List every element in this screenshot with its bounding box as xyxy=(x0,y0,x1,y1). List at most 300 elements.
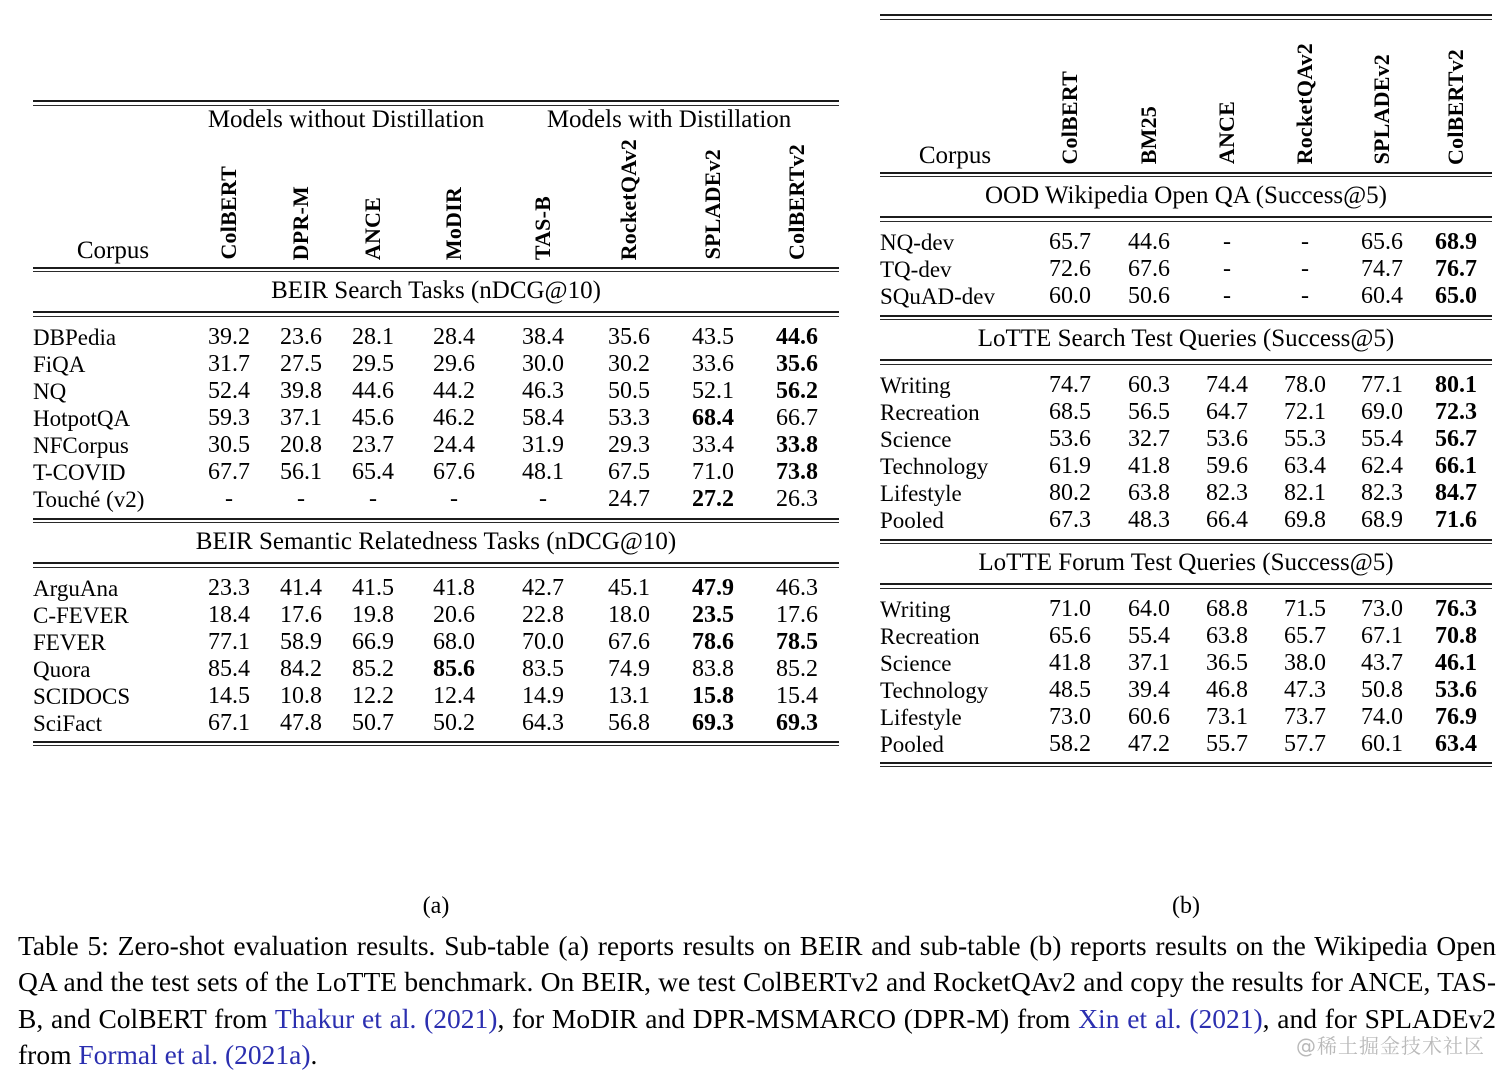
row-label: Science xyxy=(880,426,952,452)
table-row xyxy=(880,256,1492,283)
table-cell: 37.1 xyxy=(280,404,322,431)
table-cell: 80.2 xyxy=(1049,479,1091,506)
table-a-col-label: TAS-B xyxy=(530,195,556,260)
table-row xyxy=(33,602,839,629)
table-cell: 15.8 xyxy=(692,682,734,709)
table-cell: 56.1 xyxy=(280,458,322,485)
table-cell: - xyxy=(539,485,547,512)
table-cell: 53.3 xyxy=(608,404,650,431)
table-caption xyxy=(18,928,1496,1073)
table-row xyxy=(33,324,839,351)
table-a-col-ance xyxy=(337,139,409,265)
table-a-col-modir xyxy=(409,139,499,265)
table-b-col-label: BM25 xyxy=(1136,106,1161,165)
table-row xyxy=(33,459,839,486)
table-cell: 27.2 xyxy=(692,485,734,512)
table-cell: 44.6 xyxy=(352,377,394,404)
caption-text: Table 5: Zero-shot evaluation results. Sub-table (a) reports results on BEIR and sub-table (b) reports results on the Wikipedia Open QA and the test sets of the LoTTE benchmark. On BEIR, we test ColBERTv2 and RocketQAv2 and copy the results for ANCE, TAS-B, and ColBERT from xyxy=(18,930,1496,1034)
table-b-body xyxy=(880,177,1492,767)
table-cell: 23.3 xyxy=(208,574,250,601)
table-cell: 20.8 xyxy=(280,431,322,458)
table-cell: 42.7 xyxy=(522,574,564,601)
table-cell: 83.8 xyxy=(692,655,734,682)
table-a-corpus-header: Corpus xyxy=(76,236,150,264)
row-label: SQuAD-dev xyxy=(880,283,995,309)
table-cell: 29.5 xyxy=(352,350,394,377)
table-cell: 41.8 xyxy=(1049,649,1091,676)
table-cell: 80.1 xyxy=(1435,371,1477,398)
table-cell: 55.3 xyxy=(1284,425,1326,452)
spacer-row xyxy=(880,365,1492,372)
table-cell: 15.4 xyxy=(776,682,818,709)
table-cell: 56.7 xyxy=(1435,425,1477,452)
table-cell: 63.8 xyxy=(1206,622,1248,649)
section-rule xyxy=(880,359,1492,361)
table-cell: 74.0 xyxy=(1361,703,1403,730)
table-cell: 69.3 xyxy=(776,709,818,736)
table-row xyxy=(880,426,1492,453)
table-cell: 30.5 xyxy=(208,431,250,458)
table-row xyxy=(880,623,1492,650)
section-rule xyxy=(880,583,1492,585)
table-cell: - xyxy=(369,485,377,512)
table-a-col-tas-b xyxy=(499,139,587,265)
table-cell: 53.6 xyxy=(1435,676,1477,703)
table-cell: - xyxy=(1301,282,1309,309)
table-cell: 72.6 xyxy=(1049,255,1091,282)
table-cell: 46.3 xyxy=(776,574,818,601)
table-cell: 82.3 xyxy=(1361,479,1403,506)
table-cell: 70.8 xyxy=(1435,622,1477,649)
table-cell: 78.5 xyxy=(776,628,818,655)
table-cell: 43.7 xyxy=(1361,649,1403,676)
table-cell: 67.6 xyxy=(608,628,650,655)
table-row xyxy=(33,656,839,683)
table-a-top-rule xyxy=(33,100,839,102)
table-cell: 63.4 xyxy=(1284,452,1326,479)
table-cell: 55.4 xyxy=(1128,622,1170,649)
row-label-suffix: -dev xyxy=(910,256,952,282)
table-cell: 14.9 xyxy=(522,682,564,709)
table-cell: 24.7 xyxy=(608,485,650,512)
table-row xyxy=(880,704,1492,731)
table-a-col-colbert xyxy=(193,139,265,265)
table-cell: 74.9 xyxy=(608,655,650,682)
table-cell: 39.8 xyxy=(280,377,322,404)
table-cell: 24.4 xyxy=(433,431,475,458)
table-cell: 56.2 xyxy=(776,377,818,404)
table-cell: 73.8 xyxy=(776,458,818,485)
table-a-col-label: RocketQAv2 xyxy=(616,138,642,260)
table-cell: 71.6 xyxy=(1435,506,1477,533)
section-title: OOD Wikipedia Open QA (Success@5) xyxy=(984,182,1388,209)
table-cell: 65.0 xyxy=(1435,282,1477,309)
table-cell: 63.8 xyxy=(1128,479,1170,506)
table-cell: 29.6 xyxy=(433,350,475,377)
table-cell: 19.8 xyxy=(352,601,394,628)
table-b-col-label: RocketQAv2 xyxy=(1292,43,1317,165)
table-row xyxy=(880,480,1492,507)
subtable-b xyxy=(880,14,1492,767)
table-cell: 69.8 xyxy=(1284,506,1326,533)
table-cell: 67.1 xyxy=(1361,622,1403,649)
table-row xyxy=(880,372,1492,399)
table-cell: 69.0 xyxy=(1361,398,1403,425)
table-cell: 62.4 xyxy=(1361,452,1403,479)
row-label: DBPedia xyxy=(33,324,117,350)
table-cell: 56.5 xyxy=(1128,398,1170,425)
table-cell: 67.7 xyxy=(208,458,250,485)
table-cell: 23.5 xyxy=(692,601,734,628)
table-row xyxy=(33,710,839,737)
table-cell: 64.7 xyxy=(1206,398,1248,425)
table-cell: 85.4 xyxy=(208,655,250,682)
table-a-col-spladev2 xyxy=(671,139,755,265)
table-cell: 74.7 xyxy=(1049,371,1091,398)
row-label: Touché (v2) xyxy=(33,486,145,512)
table-cell: 44.6 xyxy=(1128,228,1170,255)
table-cell: 23.7 xyxy=(352,431,394,458)
table-cell: 78.6 xyxy=(692,628,734,655)
table-b-col-spladev2 xyxy=(1344,20,1420,170)
table-cell: 12.4 xyxy=(433,682,475,709)
row-label: FEVER xyxy=(33,629,106,655)
row-label: SciFact xyxy=(33,710,102,736)
table-a-col-colbertv2 xyxy=(755,139,839,265)
table-row xyxy=(33,432,839,459)
table-a-col-label: SPLADEv2 xyxy=(700,149,726,260)
table-row xyxy=(33,351,839,378)
table-cell: 45.6 xyxy=(352,404,394,431)
table-cell: 35.6 xyxy=(776,350,818,377)
table-cell: 71.0 xyxy=(1049,595,1091,622)
table-row xyxy=(33,486,839,513)
table-cell: 71.0 xyxy=(692,458,734,485)
table-cell: 72.1 xyxy=(1284,398,1326,425)
table-b-col-label: ANCE xyxy=(1214,101,1239,165)
table-cell: 23.6 xyxy=(280,323,322,350)
table-cell: 13.1 xyxy=(608,682,650,709)
table-cell: 50.8 xyxy=(1361,676,1403,703)
table-cell: 47.2 xyxy=(1128,730,1170,757)
table-cell: 57.7 xyxy=(1284,730,1326,757)
table-cell: 14.5 xyxy=(208,682,250,709)
table-cell: 46.2 xyxy=(433,404,475,431)
table-row xyxy=(880,731,1492,758)
table-b-top-rule xyxy=(880,14,1492,16)
table-cell: 53.6 xyxy=(1049,425,1091,452)
section-bottom-rule-2 xyxy=(33,745,839,746)
table-cell: 82.1 xyxy=(1284,479,1326,506)
table-cell: 66.9 xyxy=(352,628,394,655)
table-cell: 35.6 xyxy=(608,323,650,350)
table-cell: 67.6 xyxy=(1128,255,1170,282)
table-cell: 58.2 xyxy=(1049,730,1091,757)
row-label: SCIDOCS xyxy=(33,683,131,709)
table-cell: 76.9 xyxy=(1435,703,1477,730)
table-cell: 22.8 xyxy=(522,601,564,628)
table-cell: 41.4 xyxy=(280,574,322,601)
table-a-col-dpr-m xyxy=(265,139,337,265)
row-label: Pooled xyxy=(880,731,944,757)
table-cell: 68.5 xyxy=(1049,398,1091,425)
table-cell: 60.1 xyxy=(1361,730,1403,757)
table-cell: 31.9 xyxy=(522,431,564,458)
table-cell: 33.8 xyxy=(776,431,818,458)
table-cell: 37.1 xyxy=(1128,649,1170,676)
table-cell: 17.6 xyxy=(776,601,818,628)
caption-text: , and for SPLADEv2 from xyxy=(18,1002,1497,1070)
row-label: Writing xyxy=(880,596,951,622)
table-row xyxy=(33,575,839,602)
table-cell: 33.4 xyxy=(692,431,734,458)
table-cell: 61.9 xyxy=(1049,452,1091,479)
row-label: Lifestyle xyxy=(880,704,962,730)
table-cell: 66.7 xyxy=(776,404,818,431)
table-cell: 65.7 xyxy=(1284,622,1326,649)
table-cell: 65.6 xyxy=(1049,622,1091,649)
section-title: LoTTE Forum Test Queries (Success@5) xyxy=(978,549,1394,576)
caption-text: , for MoDIR and DPR-MSMARCO (DPR-M) from xyxy=(497,1002,1079,1034)
table-a-group-header-with-distill: Models with Distillation xyxy=(546,105,792,133)
table-cell: 39.2 xyxy=(208,323,250,350)
table-a-header-rule xyxy=(33,267,839,269)
table-cell: 41.8 xyxy=(433,574,475,601)
table-cell: 41.5 xyxy=(352,574,394,601)
table-cell: - xyxy=(1223,228,1231,255)
table-cell: 47.8 xyxy=(280,709,322,736)
table-row xyxy=(33,405,839,432)
section-table xyxy=(880,365,1492,534)
citation-link[interactable]: Formal et al. (2021a) xyxy=(78,1038,311,1070)
section-title: LoTTE Search Test Queries (Success@5) xyxy=(977,325,1395,352)
table-cell: 48.5 xyxy=(1049,676,1091,703)
citation-link[interactable]: Xin et al. (2021) xyxy=(1078,1002,1263,1034)
section-table xyxy=(880,222,1492,310)
table-cell: 65.6 xyxy=(1361,228,1403,255)
table-cell: 60.6 xyxy=(1128,703,1170,730)
table-cell: 60.4 xyxy=(1361,282,1403,309)
table-cell: 47.3 xyxy=(1284,676,1326,703)
table-b-corpus-header: Corpus xyxy=(918,141,992,169)
row-label: Technology xyxy=(880,677,989,703)
table-row xyxy=(880,399,1492,426)
spacer-row xyxy=(33,568,839,575)
table-cell: 68.9 xyxy=(1361,506,1403,533)
caption-text: . xyxy=(310,1038,318,1070)
table-cell: 30.0 xyxy=(522,350,564,377)
table-cell: 59.6 xyxy=(1206,452,1248,479)
table-cell: 68.4 xyxy=(692,404,734,431)
table-row xyxy=(880,283,1492,310)
table-cell: 73.0 xyxy=(1361,595,1403,622)
table-cell: 17.6 xyxy=(280,601,322,628)
table-row xyxy=(880,596,1492,623)
row-label: TQ-dev xyxy=(880,256,952,282)
row-label: Pooled xyxy=(880,507,944,533)
section-rule xyxy=(33,562,839,564)
table-cell: 48.1 xyxy=(522,458,564,485)
table-a-col-label: ColBERTv2 xyxy=(784,143,810,260)
row-label: Writing xyxy=(880,372,951,398)
table-row xyxy=(880,453,1492,480)
row-label-suffix: -dev xyxy=(954,283,995,309)
table-cell: 52.4 xyxy=(208,377,250,404)
table-cell: - xyxy=(297,485,305,512)
row-label: Recreation xyxy=(880,623,980,649)
table-cell: 60.0 xyxy=(1049,282,1091,309)
table-a-group-header-no-distill: Models without Distillation xyxy=(207,105,485,133)
table-cell: 38.4 xyxy=(522,323,564,350)
table-cell: 85.6 xyxy=(433,655,475,682)
table-a-col-rocketqav2 xyxy=(587,139,671,265)
table-cell: 85.2 xyxy=(776,655,818,682)
table-cell: 66.4 xyxy=(1206,506,1248,533)
row-label: C-FEVER xyxy=(33,602,129,628)
table-cell: 31.7 xyxy=(208,350,250,377)
section-title: BEIR Semantic Relatedness Tasks (nDCG@10) xyxy=(195,528,677,556)
table-cell: 64.3 xyxy=(522,709,564,736)
table-cell: 44.2 xyxy=(433,377,475,404)
table-cell: 32.7 xyxy=(1128,425,1170,452)
table-cell: 77.1 xyxy=(1361,371,1403,398)
table-cell: - xyxy=(225,485,233,512)
table-cell: 67.1 xyxy=(208,709,250,736)
table-row xyxy=(33,683,839,710)
table-cell: 82.3 xyxy=(1206,479,1248,506)
table-b-grid xyxy=(880,20,1492,170)
table-cell: 50.7 xyxy=(352,709,394,736)
table-a-col-label: ANCE xyxy=(360,196,385,260)
table-cell: 30.2 xyxy=(608,350,650,377)
table-b-col-label: SPLADEv2 xyxy=(1369,54,1394,165)
table-cell: 56.8 xyxy=(608,709,650,736)
table-cell: 38.0 xyxy=(1284,649,1326,676)
table-cell: 50.6 xyxy=(1128,282,1170,309)
citation-link[interactable]: Thakur et al. (2021) xyxy=(274,1002,498,1034)
table-cell: 85.2 xyxy=(352,655,394,682)
table-a-grid xyxy=(33,106,839,265)
table-row xyxy=(33,378,839,405)
table-cell: 77.1 xyxy=(208,628,250,655)
table-cell: 66.1 xyxy=(1435,452,1477,479)
table-cell: - xyxy=(1223,282,1231,309)
table-cell: 55.4 xyxy=(1361,425,1403,452)
row-label: NQ-dev xyxy=(880,229,955,255)
table-cell: 50.5 xyxy=(608,377,650,404)
table-cell: 74.7 xyxy=(1361,255,1403,282)
table-cell: 12.2 xyxy=(352,682,394,709)
section-bottom-rule xyxy=(33,518,839,520)
table-cell: 67.6 xyxy=(433,458,475,485)
table-cell: 73.0 xyxy=(1049,703,1091,730)
table-cell: 68.9 xyxy=(1435,228,1477,255)
table-cell: 68.0 xyxy=(433,628,475,655)
table-cell: 65.7 xyxy=(1049,228,1091,255)
table-cell: 83.5 xyxy=(522,655,564,682)
section-bottom-rule xyxy=(33,741,839,743)
table-row xyxy=(880,650,1492,677)
table-cell: 73.1 xyxy=(1206,703,1248,730)
section-table xyxy=(33,317,839,513)
table-cell: - xyxy=(1223,255,1231,282)
table-b-col-label: ColBERT xyxy=(1057,70,1082,165)
table-cell: 53.6 xyxy=(1206,425,1248,452)
subtable-a-caption: (a) xyxy=(422,893,450,919)
table-cell: - xyxy=(1301,255,1309,282)
subtable-b-caption: (b) xyxy=(1172,893,1200,919)
watermark: @稀土掘金技术社区 xyxy=(1296,1034,1485,1058)
table-b-col-colbertv2 xyxy=(1420,20,1492,170)
table-a-col-label: MoDIR xyxy=(441,186,467,260)
table-a-col-label: ColBERT xyxy=(216,166,241,260)
row-label: ArguAna xyxy=(33,575,119,601)
row-label: NQ xyxy=(33,378,67,404)
section-rule xyxy=(880,216,1492,218)
section-title: BEIR Search Tasks (nDCG@10) xyxy=(271,277,601,305)
table-cell: 36.5 xyxy=(1206,649,1248,676)
row-label: T-COVID xyxy=(33,459,126,485)
table-cell: 58.9 xyxy=(280,628,322,655)
table-row xyxy=(33,629,839,656)
table-cell: 28.4 xyxy=(433,323,475,350)
table-cell: 72.3 xyxy=(1435,398,1477,425)
table-b-header-rule xyxy=(880,172,1492,174)
table-cell: 68.8 xyxy=(1206,595,1248,622)
table-cell: 50.2 xyxy=(433,709,475,736)
table-cell: 59.3 xyxy=(208,404,250,431)
table-cell: - xyxy=(1301,228,1309,255)
table-cell: 64.0 xyxy=(1128,595,1170,622)
table-cell: 29.3 xyxy=(608,431,650,458)
table-cell: 74.4 xyxy=(1206,371,1248,398)
table-row xyxy=(880,229,1492,256)
table-cell: 67.3 xyxy=(1049,506,1091,533)
table-b-col-bm25 xyxy=(1110,20,1188,170)
section-table xyxy=(880,589,1492,758)
spacer-row xyxy=(33,317,839,324)
table-cell: 27.5 xyxy=(280,350,322,377)
table-a-body xyxy=(33,272,839,746)
spacer-row xyxy=(880,222,1492,229)
table-cell: 20.6 xyxy=(433,601,475,628)
table-cell: 65.4 xyxy=(352,458,394,485)
table-cell: 47.9 xyxy=(692,574,734,601)
table-cell: 70.0 xyxy=(522,628,564,655)
section-table xyxy=(33,568,839,737)
table-cell: 39.4 xyxy=(1128,676,1170,703)
table-cell: 63.4 xyxy=(1435,730,1477,757)
table-b-col-rocketqav2 xyxy=(1266,20,1344,170)
table-cell: 41.8 xyxy=(1128,452,1170,479)
table-row xyxy=(880,677,1492,704)
table-b-col-colbert xyxy=(1030,20,1110,170)
table-cell: 58.4 xyxy=(522,404,564,431)
table-b-column-header-row xyxy=(880,20,1492,170)
table-b-col-ance xyxy=(1188,20,1266,170)
row-label: Recreation xyxy=(880,399,980,425)
section-bottom-rule xyxy=(880,762,1492,764)
table-cell: 71.5 xyxy=(1284,595,1326,622)
section-bottom-rule xyxy=(880,539,1492,541)
row-label-suffix: -dev xyxy=(913,229,955,255)
table-cell: 46.3 xyxy=(522,377,564,404)
table-cell: 44.6 xyxy=(776,323,818,350)
table-cell: 76.3 xyxy=(1435,595,1477,622)
table-cell: 46.8 xyxy=(1206,676,1248,703)
table-cell: 52.1 xyxy=(692,377,734,404)
table-cell: 10.8 xyxy=(280,682,322,709)
